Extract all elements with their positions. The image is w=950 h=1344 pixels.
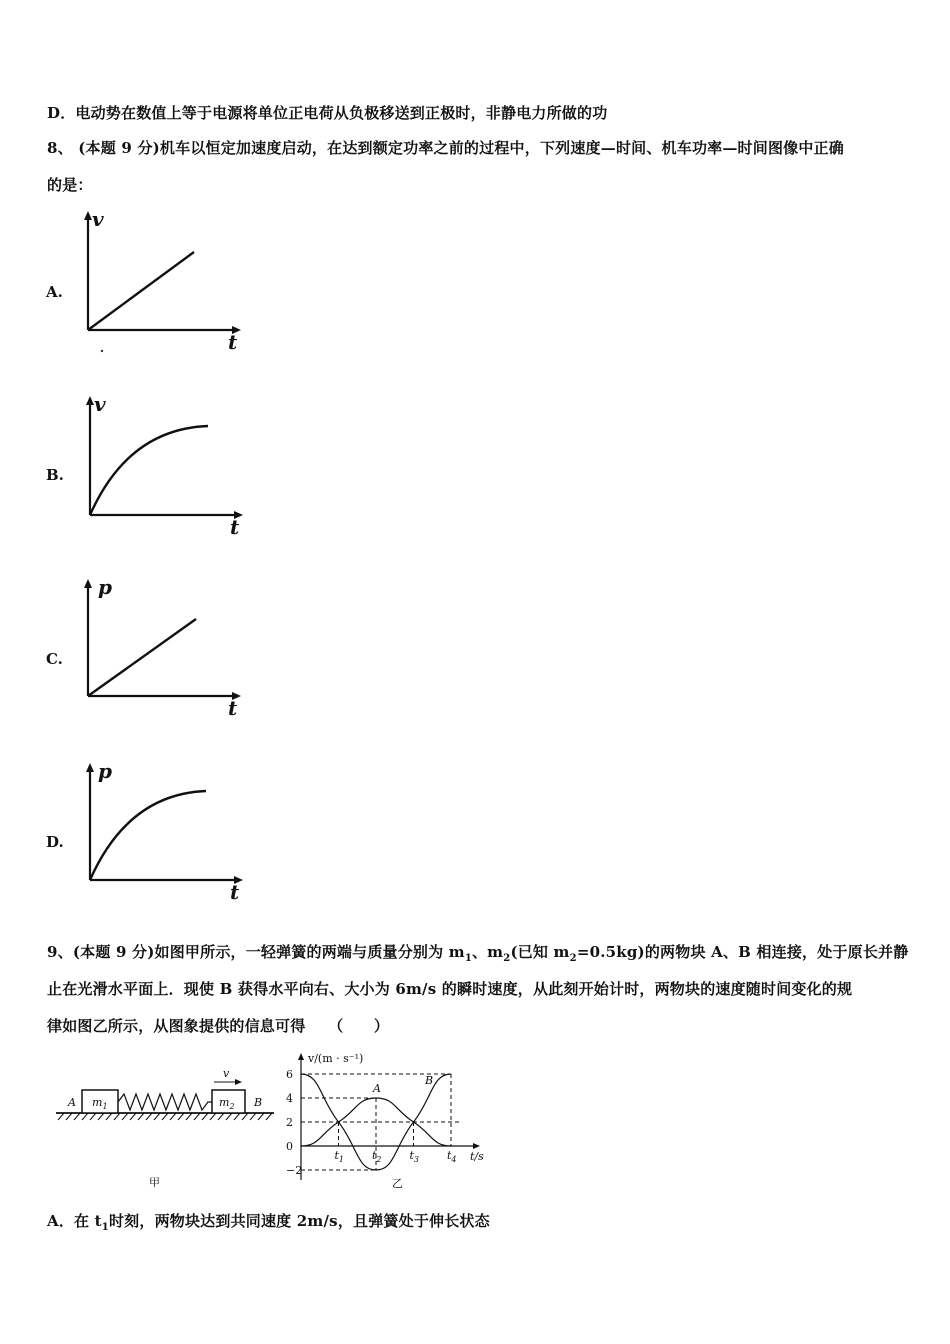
y-axis-label: v <box>94 392 106 416</box>
q8-option-b-graph <box>80 393 250 543</box>
velocity-arrowhead <box>235 1079 242 1085</box>
y-axis-label: p <box>98 759 112 783</box>
ground-hatching <box>58 1113 272 1120</box>
caption-jia: 甲 <box>149 1176 160 1189</box>
y-tick-label: 6 <box>286 1068 293 1081</box>
chart-ylabel: v/(m · s⁻¹) <box>308 1052 364 1065</box>
speck <box>101 350 103 352</box>
x-axis-label: t <box>230 880 240 904</box>
x-tick-label: $t_1$ <box>334 1149 345 1164</box>
q8-option-a-graph <box>80 208 250 358</box>
q9-stem-line2: 止在光滑水平面上．现使 B 获得水平向右、大小为 6m/s 的瞬时速度，从此刻开始计时，两物块的速度随时间变化的规 <box>47 980 853 998</box>
chart-x-arrow <box>473 1143 480 1149</box>
x-tick-label: $t_2$ <box>372 1149 382 1164</box>
q8-stem-line1: 8、 (本题 9 分)机车以恒定加速度启动，在达到额定功率之前的过程中，下列速度—时间、机车功率—时间图像中正确 <box>47 139 844 157</box>
q9-stem-line3: 律如图乙所示，从图象提供的信息可得 （ ） <box>47 1017 390 1035</box>
y-arrow <box>84 211 92 220</box>
x-axis-label: t <box>228 330 238 354</box>
curve-a-label: A <box>373 1082 381 1095</box>
q8-option-c-label: C. <box>46 650 63 668</box>
block-m1-label: $m_1$ <box>92 1096 108 1111</box>
y-axis-label: v <box>92 207 104 231</box>
label-a: A <box>68 1096 76 1109</box>
q8-option-b-label: B. <box>46 466 64 484</box>
chart-y-arrow <box>298 1053 304 1060</box>
q9-figure-yi-chart <box>278 1048 498 1196</box>
y-tick-label: −2 <box>286 1164 303 1177</box>
q8-option-d-graph <box>80 760 250 910</box>
y-arrow <box>86 763 94 772</box>
velocity-label: v <box>223 1067 230 1080</box>
y-tick-label: 0 <box>286 1140 293 1153</box>
chart-xlabel: t/s <box>470 1150 484 1163</box>
q8-option-c-graph <box>80 576 250 726</box>
label-b: B <box>254 1096 263 1109</box>
y-arrow <box>86 396 94 405</box>
q9-stem-line1: 9、(本题 9 分)如图甲所示，一轻弹簧的两端与质量分别为 $m_1$、$m_2$(已知 $m_2=0.5kg$)的两物块 A、B 相连接，处于原长并静 <box>47 943 909 964</box>
q7-option-d: D．电动势在数值上等于电源将单位正电荷从负极移送到正极时，非静电力所做的功 <box>47 104 608 122</box>
q8-option-a-label: A. <box>46 283 63 301</box>
x-tick-label: $t_3$ <box>409 1149 420 1164</box>
block-m2-label: $m_2$ <box>219 1096 235 1111</box>
curve-b-label: B <box>425 1074 434 1087</box>
x-axis-label: t <box>230 515 240 539</box>
q9-figure-jia <box>52 1060 282 1195</box>
q9-option-a: A．在 $t_1$时刻，两物块达到共同速度 2m/s，且弹簧处于伸长状态 <box>47 1212 490 1233</box>
q8-option-d-label: D. <box>46 833 64 851</box>
y-arrow <box>84 579 92 588</box>
q8-stem-line2: 的是： <box>47 176 93 194</box>
y-tick-label: 2 <box>286 1116 293 1129</box>
v-t-curve <box>90 426 208 515</box>
y-axis-label: p <box>98 575 112 599</box>
caption-yi: 乙 <box>392 1177 403 1190</box>
spring <box>118 1094 212 1110</box>
x-tick-label: $t_4$ <box>447 1149 457 1164</box>
p-t-curve <box>90 791 206 880</box>
v-t-line <box>88 252 194 330</box>
y-tick-label: 4 <box>286 1092 293 1105</box>
x-axis-label: t <box>228 696 238 720</box>
p-t-line <box>88 619 196 696</box>
